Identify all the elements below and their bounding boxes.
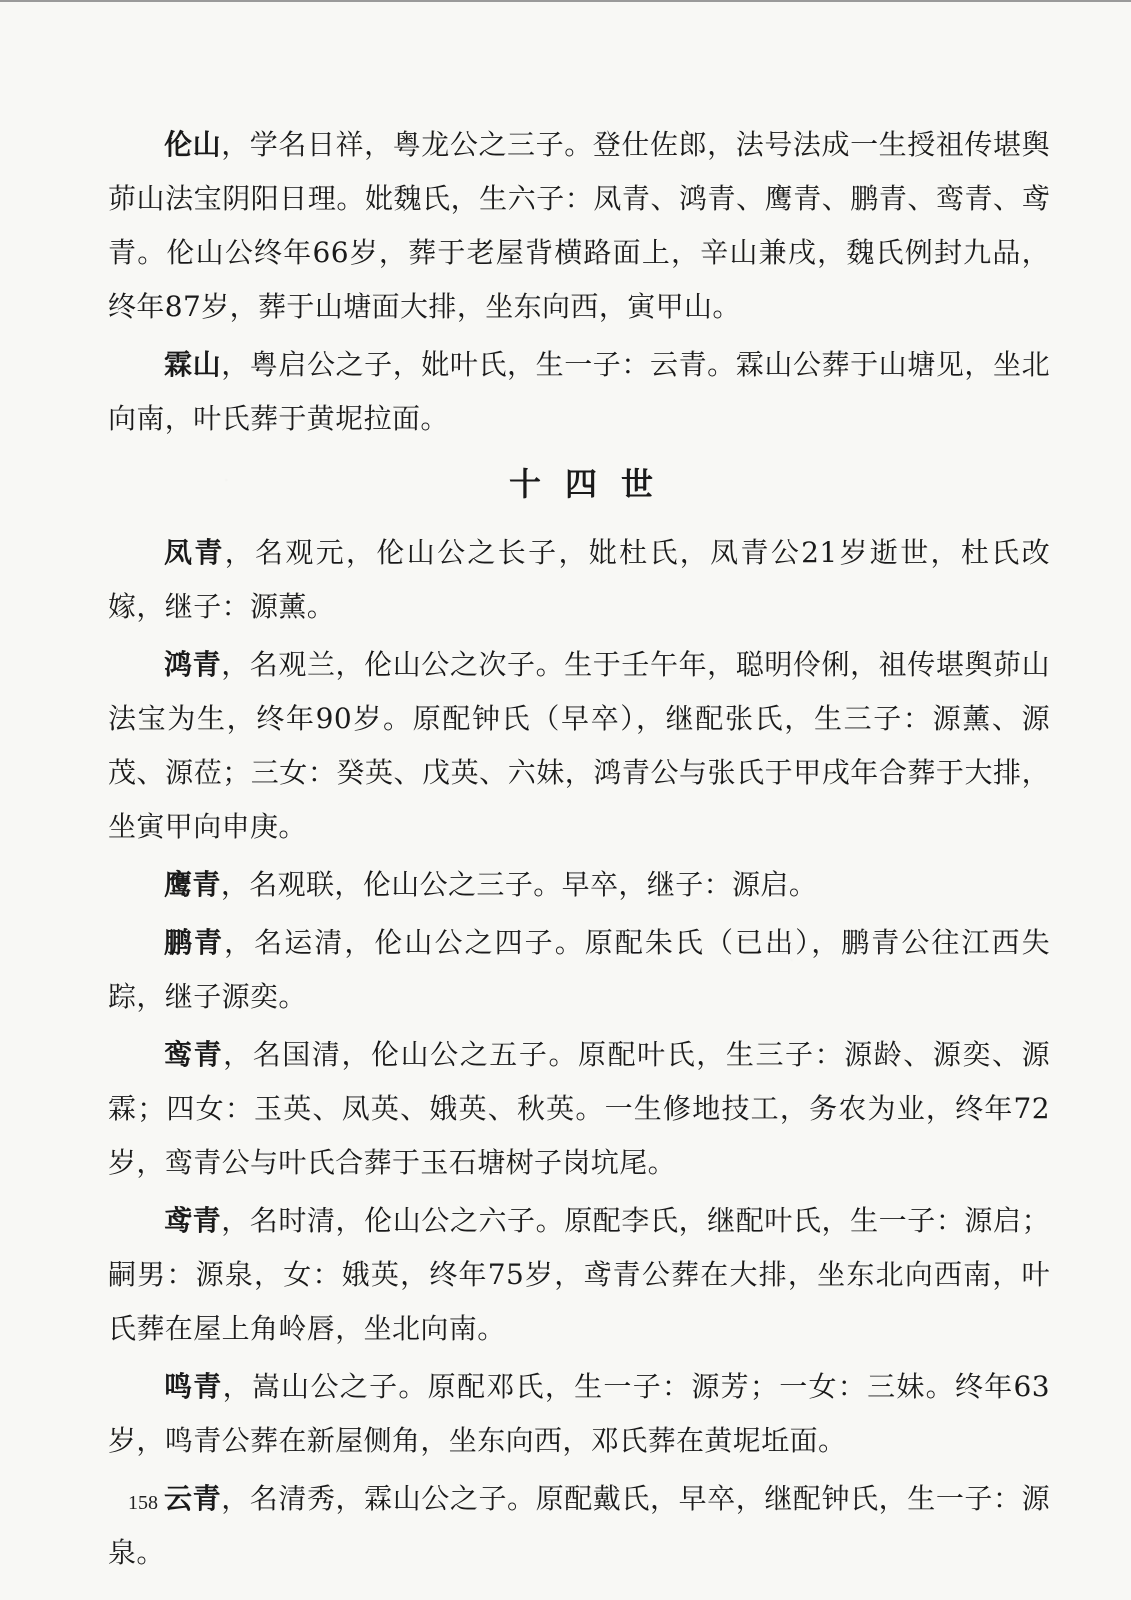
top-border — [0, 0, 1131, 2]
entry-name: 鹰青 — [164, 868, 221, 901]
paragraph-linshan — [108, 338, 1050, 446]
entry-name: 云青 — [164, 1482, 222, 1515]
entry-name: 鸢青 — [164, 1204, 222, 1237]
entry-text: ，粤启公之子，妣叶氏，生一子：云青。霖山公葬于山塘见，坐北向南，叶氏葬于黄坭拉面。 — [108, 348, 1050, 435]
paragraph-fengqing — [108, 526, 1050, 634]
paragraph-lunshan — [108, 118, 1050, 334]
entry-text: ，嵩山公之子。原配邓氏，生一子：源芳；一女：三妹。终年63岁，鸣青公葬在新屋侧角，坐东向西，邓氏葬在黄坭坵面。 — [108, 1370, 1050, 1457]
paragraph-pengqing — [108, 916, 1050, 1024]
entry-text: ，名国清，伦山公之五子。原配叶氏，生三子：源龄、源奕、源霖；四女：玉英、凤英、娥英、秋英。一生修地技工，务农为业，终年72岁，鸾青公与叶氏合葬于玉石塘树子岗坑尾。 — [108, 1038, 1050, 1179]
entry-text: ，名时清，伦山公之六子。原配李氏，继配叶氏，生一子：源启；嗣男：源泉，女：娥英，终年75岁，鸢青公葬在大排，坐东北向西南，叶氏葬在屋上角岭唇，坐北向南。 — [108, 1204, 1050, 1345]
entry-name: 鸾青 — [164, 1038, 224, 1071]
entry-name: 鸣青 — [164, 1370, 223, 1403]
entry-text: ，学名日祥，粤龙公之三子。登仕佐郎，法号法成一生授祖传堪舆茆山法宝阴阳日理。妣魏氏，生六子：凤青、鸿青、鹰青、鹏青、鸾青、鸢青。伦山公终年66岁，葬于老屋背横路面上，辛山兼戌，魏氏例封九品，终年87岁，葬于山塘面大排，坐东向西，寅甲山。 — [108, 128, 1050, 323]
entry-text: ，名观联，伦山公之三子。早卒，继子：源启。 — [220, 868, 818, 901]
page-number: 158 — [128, 1492, 158, 1514]
section-heading: 十四世 — [508, 465, 677, 503]
entry-name: 鹏青 — [164, 926, 225, 959]
entry-name: 伦山 — [164, 128, 222, 161]
entry-name: 鸿青 — [164, 648, 222, 681]
paragraph-yuanqing — [108, 1194, 1050, 1356]
entry-name: 凤青 — [164, 536, 225, 569]
entry-text: ，名运清，伦山公之四子。原配朱氏（已出），鹏青公往江西失踪，继子源奕。 — [108, 926, 1050, 1013]
paragraph-hongqing — [108, 638, 1050, 854]
entry-name: 霖山 — [164, 348, 222, 381]
paragraph-yingqing — [108, 858, 1050, 912]
page-content — [108, 118, 1050, 1584]
entry-text: ，名清秀，霖山公之子。原配戴氏，早卒，继配钟氏，生一子：源泉。 — [108, 1482, 1050, 1569]
paragraph-mingqing — [108, 1360, 1050, 1468]
paragraph-yunqing — [108, 1472, 1050, 1580]
paragraph-luanqing — [108, 1028, 1050, 1190]
entry-text: ，名观兰，伦山公之次子。生于壬午年，聪明伶俐，祖传堪舆茆山法宝为生，终年90岁。原配钟氏（早卒），继配张氏，生三子：源薰、源茂、源莅；三女：癸英、戊英、六妹，鸿青公与张氏于甲戌年合葬于大排，坐寅甲向申庚。 — [108, 648, 1050, 843]
entry-text: ，名观元，伦山公之长子，妣杜氏，凤青公21岁逝世，杜氏改嫁，继子：源薰。 — [108, 536, 1050, 623]
